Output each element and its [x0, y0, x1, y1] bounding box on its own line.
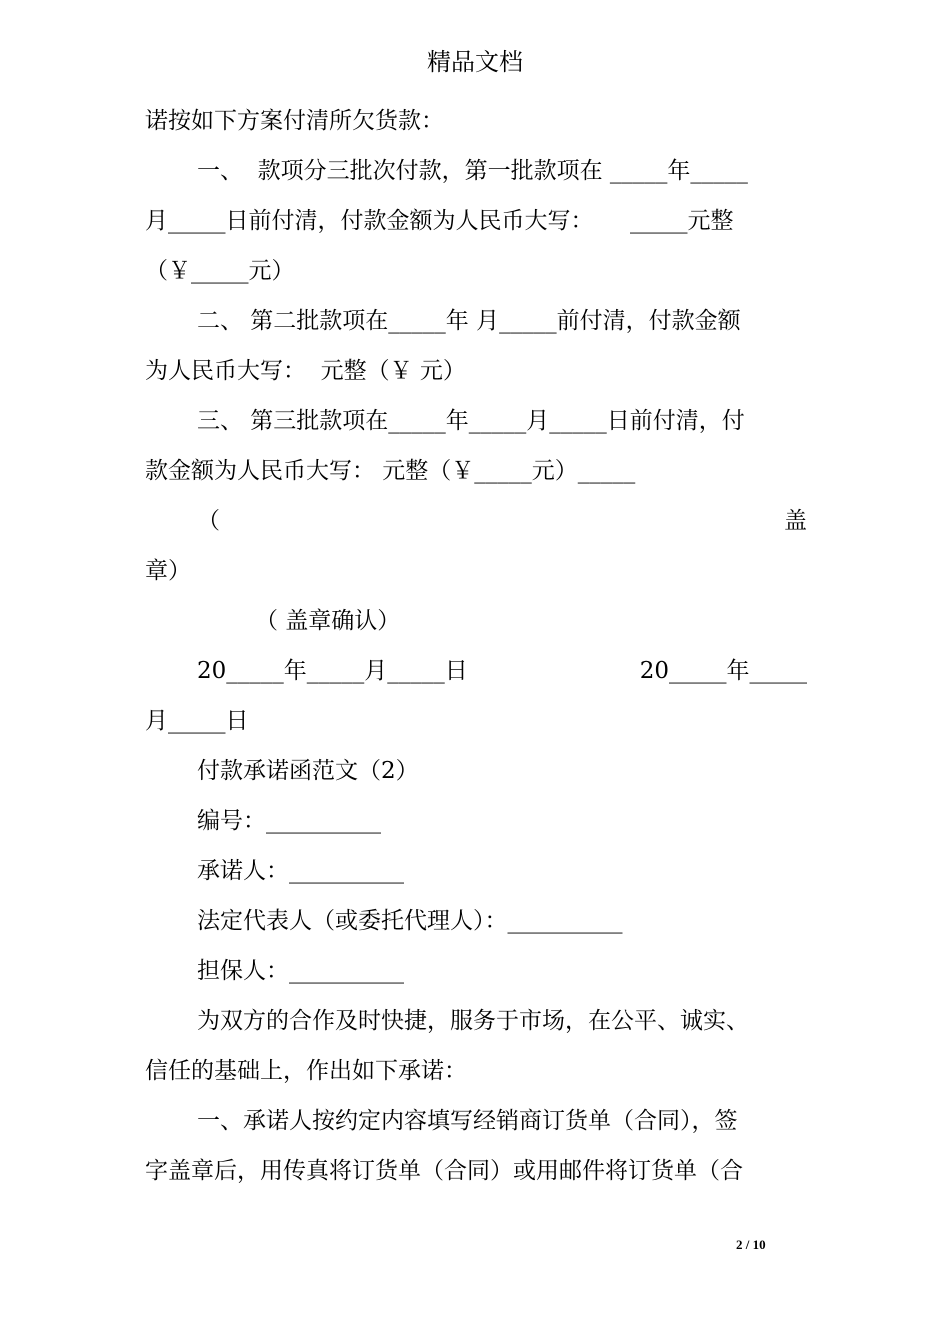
text-line: 款金额为人民币大写： 元整（￥_____元）_____ — [145, 458, 636, 484]
text-line: 为人民币大写： 元整（￥ 元） — [145, 358, 466, 384]
text-line: 月_____日前付清，付款金额为人民币大写： _____元整 — [145, 208, 734, 234]
text-line: 一、 款项分三批次付款，第一批款项在 _____年_____ — [197, 158, 748, 184]
text-line: 法定代表人（或委托代理人）：__________ — [197, 908, 623, 934]
date-right: 20_____年_____ — [639, 658, 807, 684]
text-line: 二、 第二批款项在_____年 月_____前付清，付款金额 — [197, 308, 741, 334]
date-line — [145, 646, 807, 696]
text-line: 承诺人：__________ — [197, 858, 404, 884]
text-line: 月_____日 — [145, 708, 249, 734]
page-header-title: 精品文档 — [427, 48, 523, 76]
page-number: 2 / 10 — [736, 1237, 766, 1252]
text-line: 担保人：__________ — [197, 958, 404, 984]
text-line: 诺按如下方案付清所欠货款： — [145, 108, 444, 134]
text-line: 一、承诺人按约定内容填写经销商订货单（合同），签 — [197, 1108, 738, 1134]
text-line: 三、 第三批款项在_____年_____月_____日前付清，付 — [197, 408, 745, 434]
section-title: 付款承诺函范文（2） — [197, 758, 419, 784]
seal-line — [145, 496, 807, 546]
text-line: （ 盖章确认） — [255, 608, 401, 634]
seal-label: 盖 — [784, 508, 807, 534]
text-line: 信任的基础上，作出如下承诺： — [145, 1058, 467, 1084]
text-line: （￥_____元） — [145, 258, 295, 284]
text-line: 编号：__________ — [197, 808, 381, 834]
date-left: 20_____年_____月_____日 — [197, 658, 468, 684]
seal-open-paren: （ — [197, 508, 220, 534]
document-body — [145, 96, 807, 1196]
text-line: 字盖章后，用传真将订货单（合同）或用邮件将订货单（合 — [145, 1158, 743, 1184]
text-line: 为双方的合作及时快捷，服务于市场，在公平、诚实、 — [197, 1008, 749, 1034]
text-line: 章） — [145, 558, 191, 584]
